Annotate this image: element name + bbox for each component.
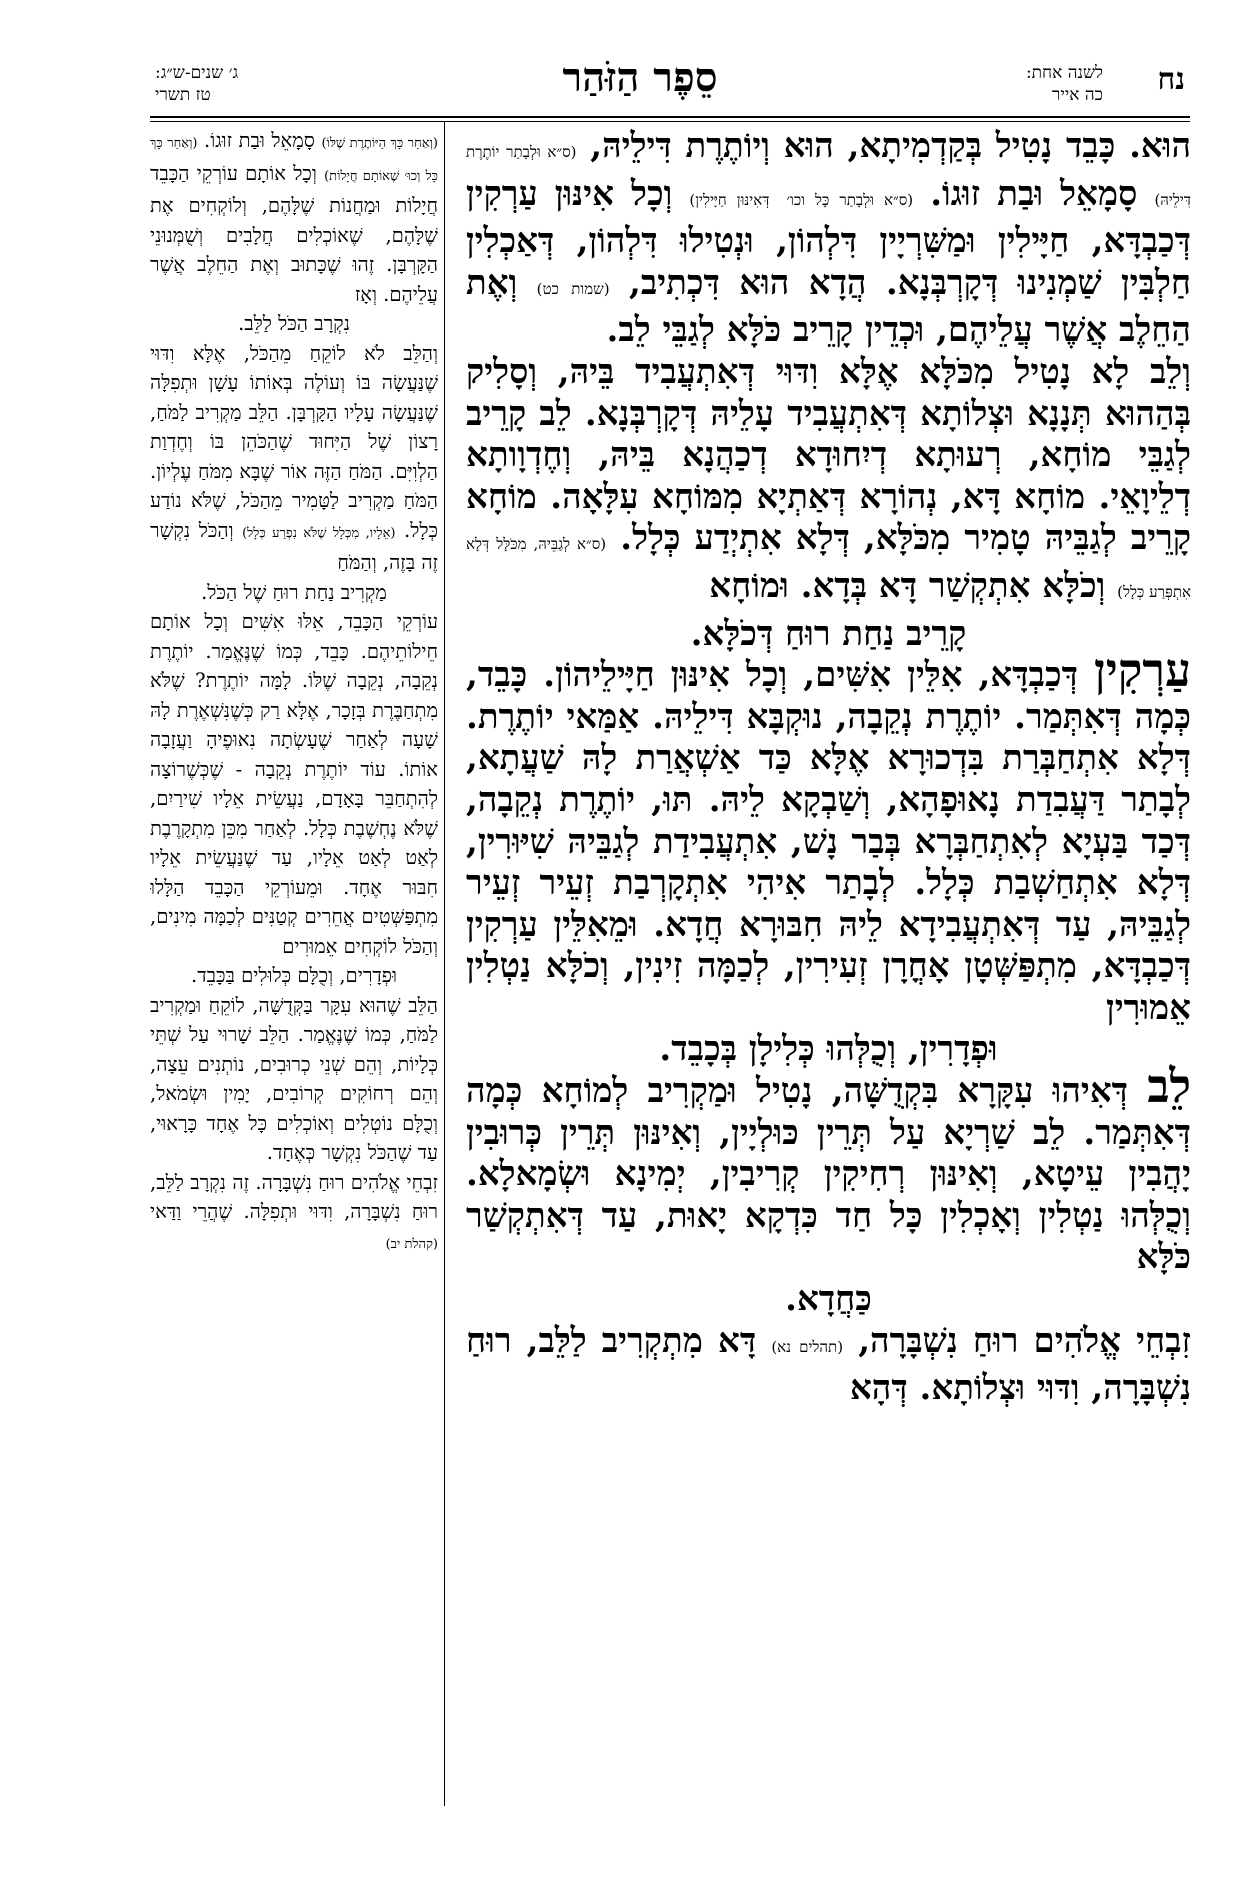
running-header-left (155, 62, 375, 106)
verse-citation: (שמות כט) (536, 279, 610, 298)
variant-note: (אֵלָיו, מִכְּלָל שֶׁלֹּא נִפְרַע כְּלָל) (242, 525, 396, 541)
translation-text: וְכָל אוֹתָם עוֹרְקֵי הַכָּבֵד חֲיָלוֹת וּמַחֲנוֹת שֶׁלָּהֶם, וְלוֹקְחִים אֶת שֶׁלָּהֶם, שֶׁאוֹכְלִים חֲלָבִים וְשֻׁמְּנוּנֵי הַקָּרְבָּן. זֶהוּ שֶׁכָּתוּב וְאֶת הַחֵלֶב אֲשֶׁר עֲלֵיהֶם. וְאָז (150, 161, 438, 306)
main-paragraph-2 (466, 352, 1191, 614)
main-text: דָּא מִתְקְרִיב לַלֵּב, רוּחַ נִשְׁבָּרָה, וִדּוּי וּצְלוֹתָא. דְּהָא (466, 1320, 1191, 1409)
translation-paragraph-3 (150, 607, 438, 961)
main-text: סָמָאֵל וּבַת זוּגוֹ. (930, 173, 1138, 214)
verse-citation: (תהלים נא) (771, 1337, 844, 1356)
reading-schedule-one-year: לשנה אחת: (1025, 63, 1103, 83)
main-paragraph-4 (466, 1059, 1191, 1279)
translation-line: וּפְדָרִים, וְכֻלָּם כְּלוּלִים בַּכָּבֵד. (191, 964, 397, 987)
translation-paragraph-1 (150, 126, 438, 309)
main-paragraph-3 (466, 643, 1191, 1029)
book-title: סֵפֶר הַזֹּהַר (562, 54, 718, 101)
header-rule (150, 116, 1190, 118)
main-paragraph-5 (466, 1321, 1191, 1410)
reading-schedule-three-years: ג׳ שנים-ש״ג: (155, 63, 239, 83)
variant-note: (וְאַחַר כָּךְ הַיּוֹתֶרֶת שֶׁלּוֹ) (321, 136, 438, 151)
main-text-column (466, 126, 1191, 1806)
opening-word: לֵב (1147, 1059, 1191, 1114)
header-rule-thin (150, 121, 1190, 122)
translation-text: הַלֵּב שֶׁהוּא עִקָּר בַּקְּדֻשָּׁה, לוֹקֵחַ וּמַקְרִיב לַמֹּחַ, כְּמוֹ שֶׁנֶּאֱמַר. הַלֵּב שָׁרוּי עַל שְׁתֵּי כְּלָיוֹת, וְהֵם שְׁנֵי כְרוּבִים, נוֹתְנִים עֵצָה, וְהֵם רְחוֹקִים קְרוֹבִים, יָמִין וּשְׂמֹאל, וְכֻלָּם נוֹטְלִים וְאוֹכְלִים כָּל אֶחָד כָּרָאוּי, עַד שֶׁהַכֹּל נִקְשָׁר כְּאֶחָד. (150, 993, 438, 1164)
translation-paragraph-4 (150, 991, 438, 1168)
translation-column (150, 126, 438, 1806)
page-number: נח (1157, 62, 1185, 97)
main-text: וְכָל אִינּוּן עַרְקִין דְּכַבְדָּא, חַיָּילִין וּמַשִּׁרְיָין דִּלְהוֹן, וּנְטִילוּ דִּלְהוֹן, דְּאַכְלִין חַלְבִּין שַׁמְנִינוּ דְּקָרְבְּנָא. הֲדָא הוּא דִּכְתִיב, (466, 173, 1191, 303)
translation-paragraph-5 (150, 1168, 438, 1260)
translation-text: סָמָאֵל וּבַת זוּגוֹ. (204, 129, 315, 152)
main-text: דְּכַבְדָּא, אִלֵּין אִשִּׁים, וְכָל אִינּוּן חַיָּילֵיהוֹן. כָּבֵד, כְּמָה דְּאִתְּמַר. יוֹתֶרֶת נְקֵבָה, נוּקְבָּא דִּילֵיהּ. אַמַּאי יוֹתֶרֶת. דְּלָא אִתְחַבְּרַת בִּדְכוּרָא אֶלָּא כַּד אַשְׁאֲרַת לָהּ שַׁעֲתָא, לְבָתַר דַּעֲבִדַת נָאוּפָהָא, וְשַׁבְקָא לֵיהּ. תּוּ, יוֹתֶרֶת נְקֵבָה, דְּכַד בַּעְיָא לְאִתְחַבְּרָא בְּבַר נָשׁ, אִתְעֲבִידַת לְגַבֵּיהּ שִׁיּוּרִין, דְּלָא אִתְחַשְׁבַת כְּלָל. לְבָתַר אִיהִי אִתְקָרְבַת זְעֵיר זְעֵיר לְגַבֵּיהּ, עַד דְּאִתְעֲבִידָא לֵיהּ חִבּוּרָא חֲדָא. וּמֵאִלֵּין עַרְקִין דְּכַבְדָּא, מִתְפַּשְּׁטָן אָחֳרָן זְעִירִין, לְכַמָּה זִינִין, וְכֹלָּא נַטְלִין אֵמוּרִין (466, 655, 1191, 1028)
variant-note: (וְאַחַר כָּךְ כָּל וְכוּ׳ שֶׁאוֹתָם חֲיָלוֹת) (150, 136, 438, 184)
main-text: זִבְחֵי אֱלֹהִים רוּחַ נִשְׁבָּרָה, (858, 1320, 1191, 1361)
main-text: וְאֶת הַחֵלֶב אֲשֶׁר עֲלֵיהֶם, וּכְדֵין קָרֵיב כֹּלָּא לְגַבֵּי לֵב. (466, 262, 1191, 351)
translation-text: עוֹרְקֵי הַכָּבֵד, אֵלּוּ אִשִּׁים וְכָל אוֹתָם חֵילוֹתֵיהֶם. כָּבֵד, כְּמוֹ שֶׁנֶּאֱמַר. יוֹתֶרֶת נְקֵבָה, נְקֵבָה שֶׁלּוֹ. לָמָּה יוֹתֶרֶת? שֶׁלֹּא מִתְחַבֶּרֶת בְּזָכָר, אֶלָּא רַק כְּשֶׁנִּשְׁאֶרֶת לָהּ שָׁעָה לְאַחַר שֶׁעָשְׂתָה נִאוּפֶיהָ וַעֲזָבָה אוֹתוֹ. עוֹד יוֹתֶרֶת נְקֵבָה - שֶׁכְּשֶׁרוֹצָה לְהִתְחַבֵּר בָּאָדָם, נַעֲשֵׂית אֵלָיו שִׁירַיִם, שֶׁלֹּא נֶחְשֶׁבֶת כְּלָל. לְאַחַר מִכֵּן מִתְקָרֶבֶת לְאַט לְאַט אֵלָיו, עַד שֶׁנַּעֲשֵׂית אֵלָיו חִבּוּר אֶחָד. וּמֵעוֹרְקֵי הַכָּבֵד הַלָּלוּ מִתְפַּשְּׁטִים אֲחֵרִים קְטַנִּים לְכַמָּה מִינִים, וְהַכֹּל לוֹקְחִים אֵמוּרִים (150, 610, 438, 958)
main-paragraph-3-last-line: וּפְדָרִין, וְכֻלְּהוּ כְּלִילָן בְּכָבֵד. (659, 1029, 998, 1070)
translation-text: זִבְחֵי אֱלֹהִים רוּחַ נִשְׁבָּרָה. זֶה נִקְרָב לַלֵּב, רוּחַ נִשְׁבָּרָה, וִדּוּי וּתְפִלָּה. שֶׁהֲרֵי וַדַּאי (150, 1170, 438, 1223)
main-paragraph-2-last-line: קָרֵיב נַחַת רוּחַ דְּכֹלָּא. (690, 613, 967, 654)
main-text: הוּא. כָּבֵד נָטִיל בְּקַדְמִיתָא, הוּא וְיוֹתֶרֶת דִּילֵיהּ, (590, 126, 1191, 166)
main-text: דְּאִיהוּ עִקָּרָא בִּקְדֻשָּׁה, נָטִיל וּמַקְרִיב לְמוֹחָא כְּמָה דְּאִתְּמַר. לֵב שַׁרְיָא עַל תְּרֵין כּוּלְיָין, וְאִינּוּן תְּרֵין כְּרוּבִין יָהֲבִין עֵיטָא, וְאִינּוּן רְחִיקִין קְרִיבִין, יְמִינָא וּשְׂמָאלָא. וְכֻלְּהוּ נַטְלִין וְאָכְלִין כָּל חַד כִּדְקָא יָאוּת, עַד דְּאִתְקְשַׁר כֹּלָּא (466, 1071, 1191, 1278)
main-text: וְלֵב לָא נָטִיל מִכֹּלָּא אֶלָּא וִדּוּי דְּאִתְעֲבִיד בֵּיהּ, וְסָלִיק בְּהַהוּא תְּנָנָא וּצְלוֹתָא דְּאִתְעֲבִיד עָלֵיהּ דְּקָרְבְּנָא. לֵב קָרֵיב לְגַבֵּי מוֹחָא, רְעוּתָא דְיִחוּדָא דְכַהֲנָא בֵּיהּ, וְחֶדְוָותָא דְלֵיוָאֵי. מוֹחָא דָּא, נְהוֹרָא דְּאַתְיָא מִמּוֹחָא עִלָּאָה. מוֹחָא קָרֵיב לְגַבֵּיהּ טָמִיר מִכֹּלָּא, דְּלָא אִתְיְדַע כְּלָל. (466, 351, 1191, 559)
translation-paragraph-2 (150, 339, 438, 578)
variant-note: דְּאִינּוּן חַיָּילִין) (689, 190, 770, 209)
column-divider (444, 121, 445, 1806)
variant-note: (ס״א וּלְבָתַר יוֹתֶרֶת דִּילֵיהּ) (466, 143, 1191, 209)
main-paragraph-4-last-line: כַּחֲדָא. (785, 1279, 872, 1320)
main-paragraph-1 (466, 126, 1191, 352)
reading-date-one-year: כה אייר (1052, 85, 1103, 105)
reading-date-three-years: טז תשרי (155, 85, 211, 105)
translation-text: וְהַכֹּל נִקְשָׁר זֶה בָּזֶה, וְהַמֹּחַ (150, 518, 438, 574)
translation-line: נִקְרָב הַכֹּל לַלֵּב. (238, 312, 350, 335)
translation-text: וְהַלֵּב לֹא לוֹקֵחַ מֵהַכֹּל, אֶלָּא וִדּוּי שֶׁנַּעֲשָׂה בּוֹ וְעוֹלֶה בְּאוֹתוֹ עָשָׁן וּתְפִלָּה שֶׁנַּעֲשָׂה עָלָיו הַקָּרְבָּן. הַלֵּב מַקְרִיב לַמֹּחַ, רָצוֹן שֶׁל הַיִּחוּד שֶׁהַכֹּהֵן בּוֹ וְחֶדְוַת הַלְוִיִּם. הַמֹּחַ הַזֶּה אוֹר שֶׁבָּא מִמֹּחַ עֶלְיוֹן. הַמֹּחַ מַקְרִיב לַטָּמִיר מֵהַכֹּל, שֶׁלֹּא נוֹדַע כְּלָל. (150, 341, 438, 542)
verse-citation: (קהלת יב) (385, 1236, 438, 1252)
translation-line: מַקְרִיב נַחַת רוּחַ שֶׁל הַכֹּל. (201, 580, 387, 604)
variant-note: (ס״א וּלְבָתַר כָּל וכו׳ (786, 190, 914, 209)
opening-word: עַרְקִין (1093, 643, 1191, 698)
running-header-right (933, 62, 1103, 106)
main-text: וְכֹלָּא אִתְקְשַׁר דָּא בְּדָא. וּמוֹחָא (709, 565, 1106, 606)
variant-note: (ס״א לְגַבֵּיהּ, מִכֹּלָּל דְּלָא אִתְפְּרַע כְּלָל) (466, 535, 1191, 601)
